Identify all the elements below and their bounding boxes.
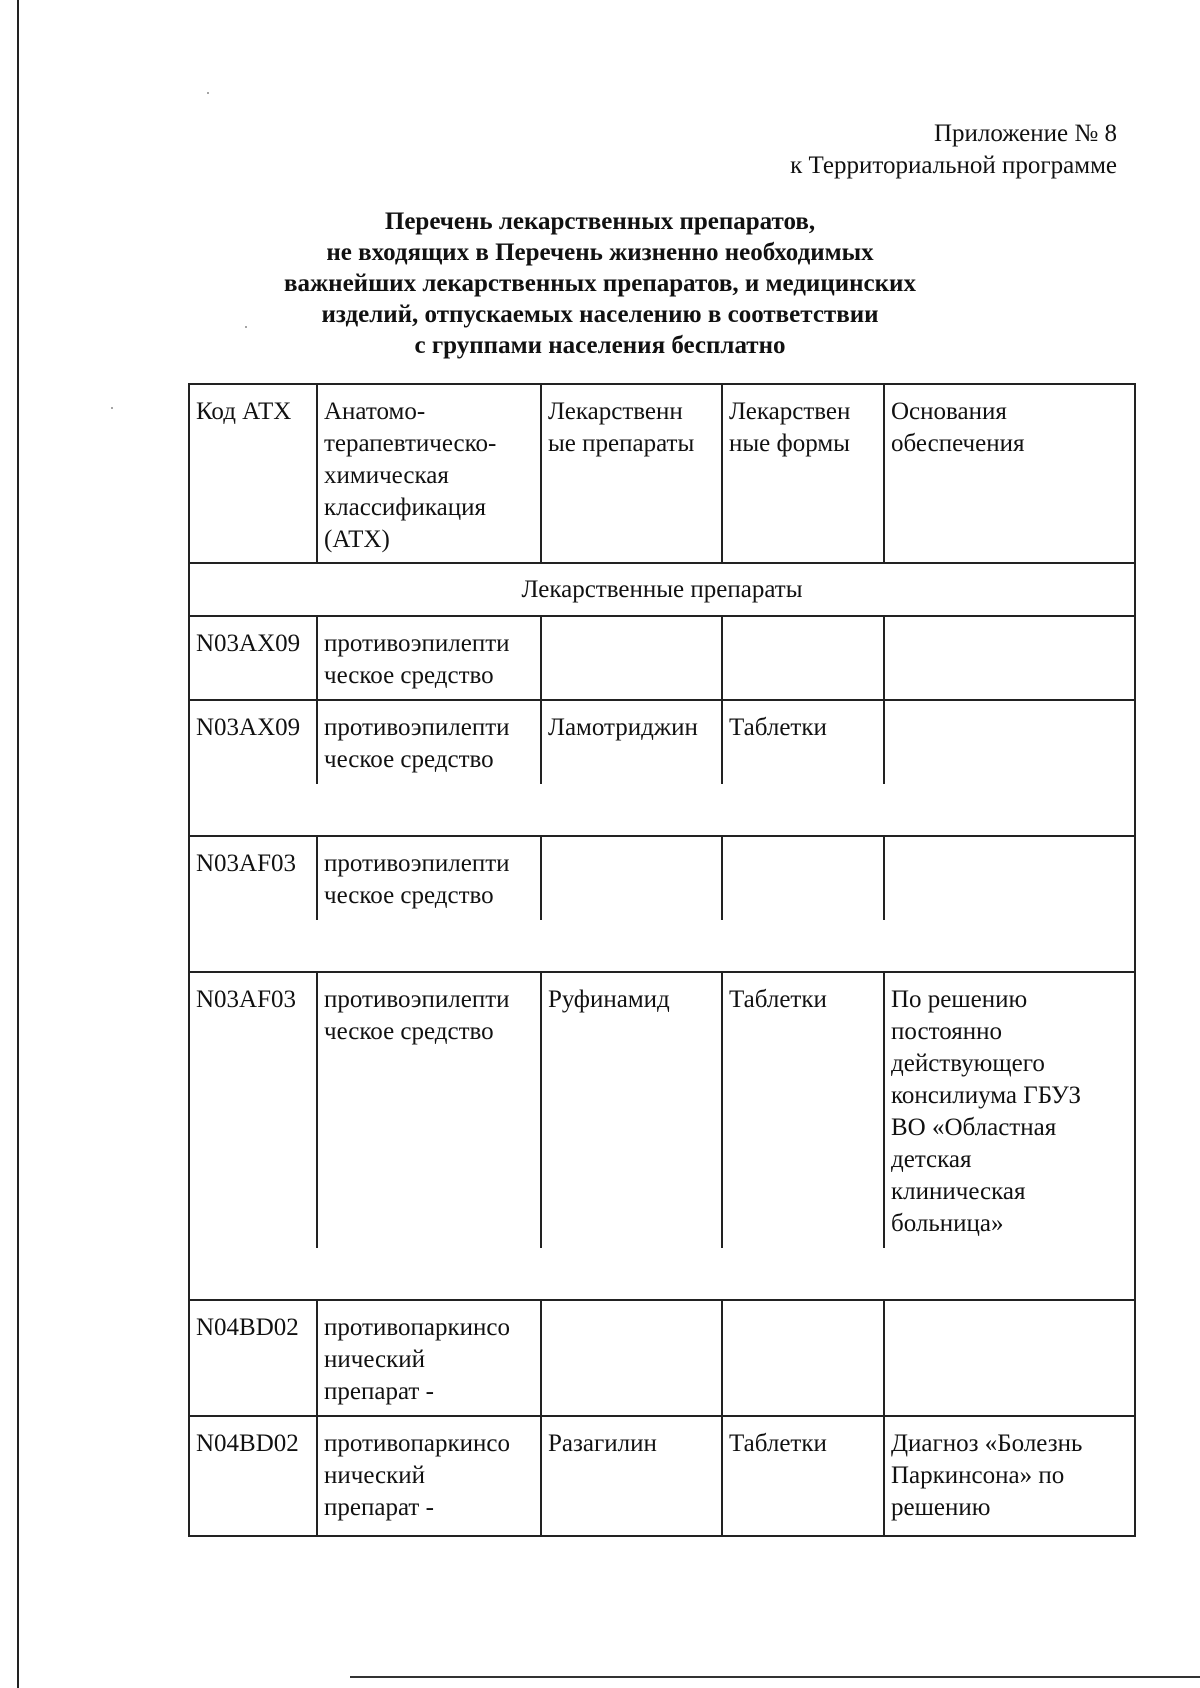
header-cell-code: Код АТХ xyxy=(189,384,317,563)
drugs-table xyxy=(188,383,1136,1537)
cell-classification: противоэпилепти ческое средство xyxy=(317,616,541,700)
cell-basis xyxy=(884,1300,1135,1416)
cell-code: N04BD02 xyxy=(189,1300,317,1416)
spacer-cell xyxy=(189,1248,317,1300)
spacer-cell xyxy=(722,784,884,836)
spacer-cell xyxy=(189,784,317,836)
cell-drug: Разагилин xyxy=(541,1416,722,1536)
cell-code: N03AX09 xyxy=(189,700,317,784)
cell-code: N04BD02 xyxy=(189,1416,317,1536)
row-spacer xyxy=(189,920,1135,972)
table-header-row xyxy=(189,384,1135,563)
spacer-cell xyxy=(541,920,722,972)
appendix-number: Приложение № 8 xyxy=(933,120,1117,147)
cell-basis: Диагноз «Болезнь Паркинсона» по решению xyxy=(884,1416,1135,1536)
cell-drug xyxy=(541,1300,722,1416)
scan-edge-bottom xyxy=(350,1676,1200,1678)
cell-form: Таблетки xyxy=(722,972,884,1248)
spacer-cell xyxy=(317,1248,541,1300)
title-line: важнейших лекарственных препаратов, и медицинских xyxy=(284,270,916,297)
spacer-cell xyxy=(317,920,541,972)
scan-speck xyxy=(207,92,209,94)
cell-classification: противопаркинсо нический препарат - xyxy=(317,1300,541,1416)
cell-basis xyxy=(884,836,1135,920)
header-cell-basis: Основания обеспечения xyxy=(884,384,1135,563)
table-row xyxy=(189,616,1135,700)
cell-classification: противопаркинсо нический препарат - xyxy=(317,1416,541,1536)
spacer-cell xyxy=(722,1248,884,1300)
spacer-cell xyxy=(541,784,722,836)
title-line: изделий, отпускаемых населению в соответствии xyxy=(321,301,879,328)
cell-form xyxy=(722,1300,884,1416)
document-title xyxy=(150,206,1050,361)
spacer-cell xyxy=(884,784,1135,836)
header-cell-drugs: Лекарственн ые препараты xyxy=(541,384,722,563)
section-title: Лекарственные препараты xyxy=(189,563,1135,616)
section-row xyxy=(189,563,1135,616)
cell-basis xyxy=(884,616,1135,700)
cell-code: N03AF03 xyxy=(189,972,317,1248)
appendix-reference xyxy=(790,118,1117,182)
spacer-cell xyxy=(189,920,317,972)
spacer-cell xyxy=(884,1248,1135,1300)
cell-code: N03AX09 xyxy=(189,616,317,700)
table-row xyxy=(189,1416,1135,1536)
title-line: с группами населения бесплатно xyxy=(414,332,786,359)
table-row xyxy=(189,700,1135,784)
appendix-program: к Территориальной программе xyxy=(790,152,1117,179)
cell-form: Таблетки xyxy=(722,1416,884,1536)
spacer-cell xyxy=(317,784,541,836)
cell-form xyxy=(722,616,884,700)
cell-basis xyxy=(884,700,1135,784)
cell-code: N03AF03 xyxy=(189,836,317,920)
spacer-cell xyxy=(884,920,1135,972)
cell-classification: противоэпилепти ческое средство xyxy=(317,972,541,1248)
cell-form xyxy=(722,836,884,920)
spacer-cell xyxy=(541,1248,722,1300)
cell-drug: Ламотриджин xyxy=(541,700,722,784)
cell-drug xyxy=(541,616,722,700)
table-row xyxy=(189,836,1135,920)
row-spacer xyxy=(189,1248,1135,1300)
title-line: Перечень лекарственных препаратов, xyxy=(384,208,816,235)
header-cell-forms: Лекарствен ные формы xyxy=(722,384,884,563)
scan-speck xyxy=(111,407,113,409)
cell-classification: противоэпилепти ческое средство xyxy=(317,700,541,784)
header-cell-classification: Анатомо- терапевтическо- химическая классификация (АТХ) xyxy=(317,384,541,563)
row-spacer xyxy=(189,784,1135,836)
cell-classification: противоэпилепти ческое средство xyxy=(317,836,541,920)
title-line: не входящих в Перечень жизненно необходимых xyxy=(326,239,874,266)
cell-basis: По решению постоянно действующего консилиума ГБУЗ ВО «Областная детская клиническая больница» xyxy=(884,972,1135,1248)
table-row xyxy=(189,972,1135,1248)
spacer-cell xyxy=(722,920,884,972)
cell-drug xyxy=(541,836,722,920)
cell-form: Таблетки xyxy=(722,700,884,784)
scan-edge-left xyxy=(17,0,19,1688)
table-row xyxy=(189,1300,1135,1416)
cell-drug: Руфинамид xyxy=(541,972,722,1248)
